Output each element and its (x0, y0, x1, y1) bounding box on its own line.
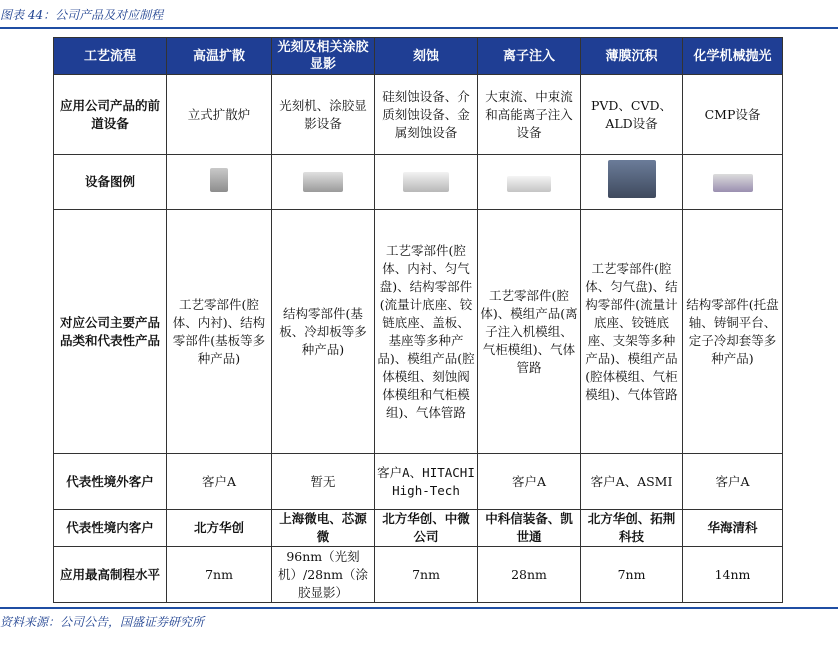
row-label-domestic: 代表性境内客户 (54, 510, 167, 547)
cell: 14nm (683, 547, 783, 603)
cell: 7nm (167, 547, 272, 603)
ion-implanter-image (505, 166, 553, 194)
cell: 立式扩散炉 (167, 75, 272, 155)
row-label-overseas: 代表性境外客户 (54, 454, 167, 510)
process-node-row (54, 547, 783, 603)
cell: CMP设备 (683, 75, 783, 155)
cell: 7nm (581, 547, 683, 603)
figure-caption: 图表 44：公司产品及对应制程 (0, 8, 164, 22)
cell: 北方华创、中微公司 (375, 510, 478, 547)
products-row (54, 210, 783, 454)
cell: 客户A (683, 454, 783, 510)
equipment-image-row (54, 155, 783, 210)
cell: 结构零部件(基板、冷却板等多种产品) (272, 210, 375, 454)
header-ion-implant: 离子注入 (478, 38, 581, 75)
process-table (53, 37, 783, 603)
cell: 暂无 (272, 454, 375, 510)
header-cmp: 化学机械抛光 (683, 38, 783, 75)
row-label-process: 应用最高制程水平 (54, 547, 167, 603)
deposition-tool-image (606, 160, 658, 200)
domestic-customers-row (54, 510, 783, 547)
top-rule (0, 27, 838, 29)
diffusion-furnace-image (204, 166, 234, 194)
overseas-customers-row (54, 454, 783, 510)
header-process-flow: 工艺流程 (54, 38, 167, 75)
cell: 中科信装备、凯世通 (478, 510, 581, 547)
row-label-images: 设备图例 (54, 155, 167, 210)
header-row (54, 38, 783, 75)
cell: 工艺零部件(腔体、内衬、匀气盘)、结构零部件(流量计底座、铰链底座、盖板、基座等多种产品)、模组产品(腔体模组、刻蚀阀体模组和气柜模组)、气体管路 (375, 210, 478, 454)
cmp-tool-image (711, 166, 755, 194)
cell: 7nm (375, 547, 478, 603)
source-note: 资料来源：公司公告，国盛证券研究所 (0, 615, 205, 629)
cell: 上海微电、芯源微 (272, 510, 375, 547)
header-deposition: 薄膜沉积 (581, 38, 683, 75)
row-label-frontend: 应用公司产品的前道设备 (54, 75, 167, 155)
cell: 结构零部件(托盘轴、铸铜平台、定子冷却套等多种产品) (683, 210, 783, 454)
cell: PVD、CVD、ALD设备 (581, 75, 683, 155)
cell: 96nm（光刻机）/28nm（涂胶显影） (272, 547, 375, 603)
header-lithography: 光刻及相关涂胶显影 (272, 38, 375, 75)
cell: 客户A、HITACHI High-Tech (375, 454, 478, 510)
header-etch: 刻蚀 (375, 38, 478, 75)
cell: 客户A、ASMI (581, 454, 683, 510)
cell: 工艺零部件(腔体)、模组产品(离子注入机模组、气柜模组)、气体管路 (478, 210, 581, 454)
header-diffusion: 高温扩散 (167, 38, 272, 75)
row-label-products: 对应公司主要产品品类和代表性产品 (54, 210, 167, 454)
cell: 硅刻蚀设备、介质刻蚀设备、金属刻蚀设备 (375, 75, 478, 155)
cell: 28nm (478, 547, 581, 603)
cell: 北方华创、拓荆科技 (581, 510, 683, 547)
cell: 光刻机、涂胶显影设备 (272, 75, 375, 155)
cell: 客户A (167, 454, 272, 510)
cell: 工艺零部件(腔体、匀气盘)、结构零部件(流量计底座、铰链底座、支架等多种产品)、模组产品(腔体模组、气柜模组)、气体管路 (581, 210, 683, 454)
etch-tool-image (401, 166, 451, 194)
lithography-machine-image (301, 166, 345, 194)
cell: 工艺零部件(腔体、内衬)、结构零部件(基板等多种产品) (167, 210, 272, 454)
bottom-rule (0, 607, 838, 609)
cell: 客户A (478, 454, 581, 510)
frontend-equipment-row (54, 75, 783, 155)
cell: 大束流、中束流和高能离子注入设备 (478, 75, 581, 155)
cell: 北方华创 (167, 510, 272, 547)
cell: 华海清科 (683, 510, 783, 547)
